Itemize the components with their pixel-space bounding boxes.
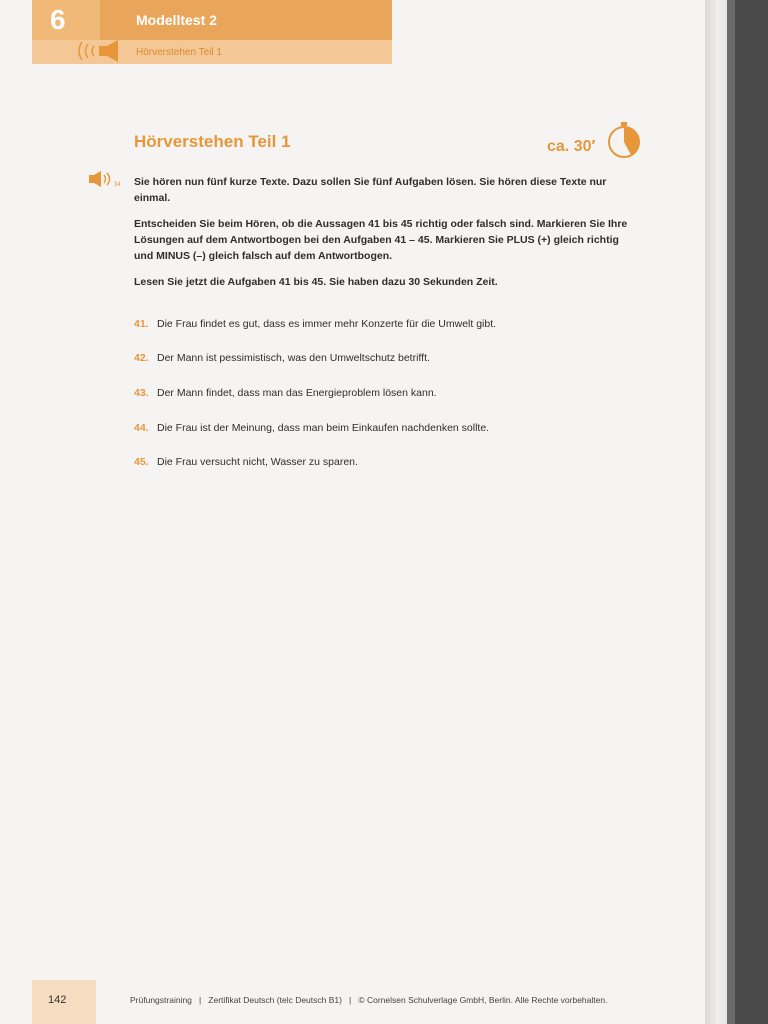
speaker-icon	[88, 170, 124, 188]
task-number: 43.	[134, 387, 149, 399]
header-subtitle: Hörverstehen Teil 1	[136, 47, 222, 58]
task-number: 44.	[134, 422, 149, 434]
task-number: 42.	[134, 352, 149, 364]
task-item	[134, 420, 634, 436]
chapter-box	[32, 0, 100, 40]
header-audio-icon	[78, 38, 128, 64]
task-text: Der Mann findet, dass man das Energieproblem lösen kann.	[157, 387, 437, 399]
task-number: 45.	[134, 456, 149, 468]
task-item	[134, 350, 634, 366]
task-number: 41.	[134, 318, 149, 330]
task-text: Die Frau ist der Meinung, dass man beim Einkaufen nachdenken sollte.	[157, 422, 490, 434]
section-title: Hörverstehen Teil 1	[134, 132, 291, 151]
header-title: Modelltest 2	[136, 12, 217, 28]
chapter-number: 6	[50, 4, 66, 35]
task-text: Der Mann ist pessimistisch, was den Umweltschutz betrifft.	[157, 352, 430, 364]
task-item	[134, 385, 634, 401]
track-number: 34	[114, 182, 121, 188]
instruction-2: Entscheiden Sie beim Hören, ob die Aussagen 41 bis 45 richtig oder falsch sind. Markieren Sie Ihre Lösungen auf dem Antwortbogen bei den Aufgaben 41 – 45. Markieren Sie PLUS (+) gleich richtig und MINUS (–) gleich falsch auf dem Antwortbogen.	[134, 218, 628, 262]
task-text: Die Frau findet es gut, dass es immer mehr Konzerte für die Umwelt gibt.	[157, 318, 497, 330]
task-item	[134, 454, 634, 470]
page-gutter	[705, 0, 727, 1024]
time-label: ca. 30′	[547, 138, 596, 155]
page-number: 142	[48, 994, 67, 1006]
stopwatch-icon	[604, 120, 644, 160]
task-item	[134, 316, 634, 332]
book-edge	[735, 0, 768, 1024]
task-text: Die Frau versucht nicht, Wasser zu sparen.	[157, 456, 358, 468]
instruction-3: Lesen Sie jetzt die Aufgaben 41 bis 45. Sie haben dazu 30 Sekunden Zeit.	[134, 276, 498, 288]
instruction-1: Sie hören nun fünf kurze Texte. Dazu sollen Sie fünf Aufgaben lösen. Sie hören diese Texte nur einmal.	[134, 176, 607, 204]
footer-text: Prüfungstraining | Zertifikat Deutsch (telc Deutsch B1) | © Cornelsen Schulverlage GmbH, Berlin. Alle Rechte vorbehalten.	[130, 995, 608, 1005]
